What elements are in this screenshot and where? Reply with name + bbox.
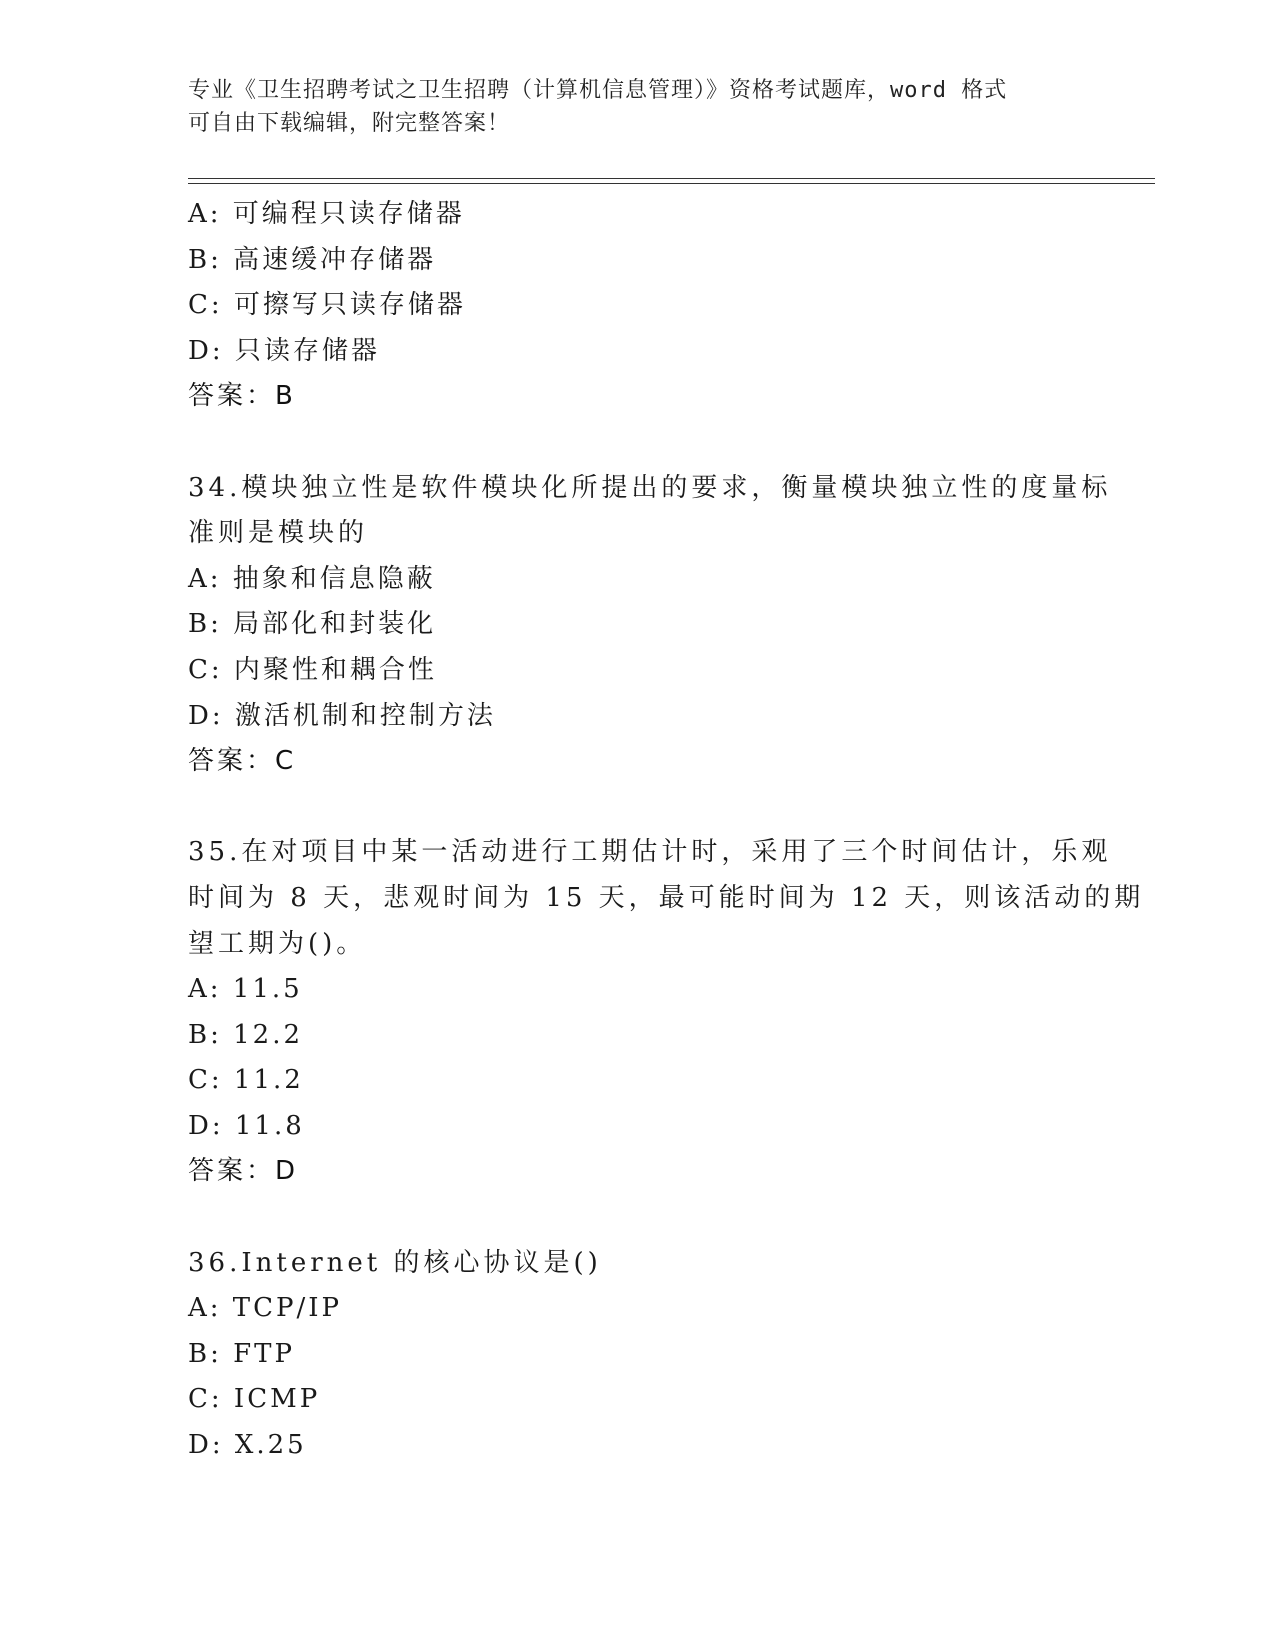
option-b: B: 高速缓冲存储器 bbox=[188, 244, 437, 275]
option-b: B: 局部化和封装化 bbox=[188, 609, 437, 640]
question-text-line: 34.模块独立性是软件模块化所提出的要求，衡量模块独立性的度量标 bbox=[188, 472, 1112, 503]
header-line-1: 专业《卫生招聘考试之卫生招聘（计算机信息管理）》资格考试题库，word 格式 bbox=[188, 78, 1008, 103]
document-header bbox=[188, 74, 1088, 140]
question-text-line: 36.Internet 的核心协议是() bbox=[188, 1247, 602, 1278]
question-text bbox=[188, 466, 1112, 557]
option-a: A: 可编程只读存储器 bbox=[188, 199, 465, 229]
option-c: C: 11.2 bbox=[188, 1065, 304, 1096]
spacer bbox=[188, 1195, 1088, 1241]
question-list bbox=[188, 192, 1145, 1469]
answer-line: 答案：C bbox=[188, 746, 297, 777]
option-c: C: 内聚性和耦合性 bbox=[188, 654, 437, 685]
question-text bbox=[188, 830, 1145, 967]
answer-line: 答案：B bbox=[188, 381, 296, 412]
question-text-line: 准则是模块的 bbox=[188, 518, 369, 549]
option-b: B: 12.2 bbox=[188, 1019, 304, 1050]
option-d: D: 只读存储器 bbox=[188, 335, 380, 366]
question-35 bbox=[188, 830, 1145, 1195]
option-a: A: 11.5 bbox=[188, 974, 303, 1005]
option-b: B: FTP bbox=[188, 1338, 296, 1369]
question-36 bbox=[188, 1241, 1088, 1469]
header-divider-top bbox=[188, 178, 1155, 179]
option-c: C: 可擦写只读存储器 bbox=[188, 290, 466, 321]
answer-line: 答案：D bbox=[188, 1156, 299, 1187]
spacer bbox=[188, 420, 1088, 466]
option-d: D: 11.8 bbox=[188, 1110, 305, 1141]
option-a: A: 抽象和信息隐蔽 bbox=[188, 563, 436, 594]
spacer bbox=[188, 785, 1088, 831]
header-divider-bottom bbox=[188, 183, 1155, 184]
question-text-line: 时间为 8 天，悲观时间为 15 天，最可能时间为 12 天，则该活动的期 bbox=[188, 882, 1145, 913]
question-33-tail bbox=[188, 192, 1088, 420]
question-text bbox=[188, 1241, 1088, 1287]
question-text-line: 望工期为()。 bbox=[188, 928, 367, 959]
option-a: A: TCP/IP bbox=[188, 1293, 343, 1324]
option-d: D: 激活机制和控制方法 bbox=[188, 700, 496, 731]
option-c: C: ICMP bbox=[188, 1384, 321, 1415]
question-34 bbox=[188, 466, 1112, 785]
option-d: D: X.25 bbox=[188, 1430, 307, 1461]
question-text-line: 35.在对项目中某一活动进行工期估计时，采用了三个时间估计，乐观 bbox=[188, 837, 1112, 868]
header-line-2: 可自由下载编辑，附完整答案！ bbox=[188, 111, 511, 136]
